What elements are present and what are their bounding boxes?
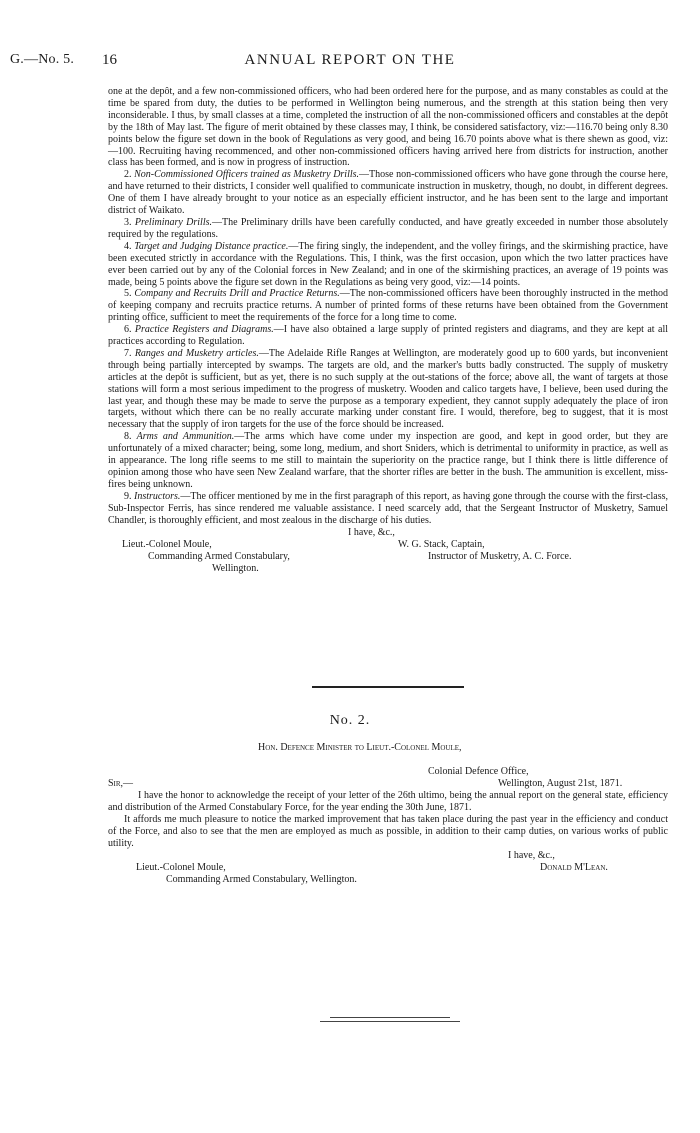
- paragraph-number: 8.: [124, 431, 132, 443]
- running-title: ANNUAL REPORT ON THE: [244, 52, 456, 68]
- signer-name: W. G. Stack, Captain,: [398, 538, 485, 550]
- paragraph-number: 7.: [124, 347, 132, 359]
- paragraph-number: 2.: [124, 169, 132, 181]
- paragraph-heading: Company and Recruits Drill and Practice Returns.: [134, 288, 340, 300]
- letter-paragraph: It affords me much pleasure to notice the marked improvement that has taken place during the past year in the efficiency and conduct of the Force, and also to see that the men are employed as much as possible, in addition to their camp duties, on various works of public utility.: [108, 814, 668, 849]
- report-paragraph: [108, 431, 668, 491]
- paragraph-number: 9.: [124, 490, 132, 502]
- paragraph-heading: Instructors.: [134, 490, 181, 502]
- paragraph-text: —The firing singly, the independent, and the volley firings, and the skirmishing practice, have been executed strictly in accordance with the Regulations. This, I think, was the first occasion, upon which the two latter practices have ever been carried out by any of the Colonial forces in New Zealand; and in one of the skirmishing practices, an average of 19 points was made, being 5 points above the figure set down in the Regulations as being very good, viz:—14 points.: [108, 240, 668, 288]
- document-reference: G.—No. 5.: [10, 52, 75, 67]
- paragraph-text: —The arms which have come under my inspection are good, and kept in good order, but they are unfortunately of a mixed character; being, some long, medium, and short Sniders, which is detrimental to uniformity in practice, as well as in appearance. The long rifle seems to me still to maintain the superiority on the practice range, but I think there is little difference of opinion among those who have seen New Zealand warfare, that the shorter rifles are better in the bush. The ammunition is excellent, miss-fires being unknown.: [108, 431, 668, 490]
- report-paragraph: one at the depôt, and a few non-commissioned officers, who had been ordered here for the purpose, and as many constables as could at the time be spared from duty, the duties to be performed in Wellington being numerous, and the strength at this station being then very inconsiderable. I thus, by small classes at a time, completed the instruction of all the non-commissioned officers and constables at the depôt by the 18th of May last. The figure of merit obtained by these classes may, I think, be considered satisfactory, viz:—116.70 being only 8.30 points below the figure set down in the book of Regulations as very good, and being 16.70 points above what is there shewn as good, viz:—100. Recruiting having recommenced, and other non-commissioned officers having arrived here from districts for instruction, another class has been formed, and is now in progress of instruction.: [108, 86, 668, 169]
- paragraph-text: —The officer mentioned by me in the first paragraph of this report, as having gone through the course with the first-class, Sub-Inspector Ferris, has since rendered me valuable assistance. I need scarcely add, that the Sergeant Instructor of Musketry, Samuel Chandler, is thoroughly efficient, and most zealous in the discharge of his duties.: [108, 490, 668, 526]
- report-paragraph: [108, 169, 668, 217]
- letter-closing: I have, &c.,: [508, 850, 555, 861]
- paragraph-heading: Ranges and Musketry articles.: [134, 347, 259, 359]
- letter-block: [108, 742, 668, 890]
- section-divider: [312, 686, 464, 688]
- running-header: [10, 52, 690, 74]
- addressee-title: Commanding Armed Constabulary,: [148, 550, 290, 562]
- addressee-name: Lieut.-Colonel Moule,: [122, 538, 212, 550]
- letter-office: Colonial Defence Office,: [428, 766, 529, 777]
- letter-addressee-name: Lieut.-Colonel Moule,: [136, 862, 226, 873]
- report-paragraph: [108, 288, 668, 324]
- letter-signer: Donald M'Lean.: [540, 862, 608, 873]
- letter-heading: Hon. Defence Minister to Lieut.-Colonel Moule,: [258, 742, 462, 753]
- paragraph-heading: Arms and Ammunition.: [136, 431, 235, 443]
- paragraph-number: 6.: [124, 324, 132, 336]
- report-signature-block: [108, 527, 668, 589]
- report-paragraph: [108, 324, 668, 348]
- report-paragraph: [108, 348, 668, 431]
- letter-salutation: Sir,—: [108, 778, 134, 789]
- paragraph-heading: Non-Commissioned Officers trained as Musketry Drills.: [134, 169, 360, 181]
- report-paragraph: [108, 491, 668, 527]
- letter-paragraph: I have the honor to acknowledge the receipt of your letter of the 26th ultimo, being the annual report on the general state, efficiency and distribution of the Armed Constabulary Force, for the year ending the 30th June, 1871.: [108, 790, 668, 813]
- report-body: [108, 86, 668, 589]
- paragraph-heading: Practice Registers and Diagrams.: [134, 324, 274, 336]
- paragraph-heading: Preliminary Drills.: [134, 216, 213, 228]
- paragraph-number: 4.: [124, 240, 132, 252]
- end-rule: [330, 1017, 450, 1018]
- report-paragraph: [108, 217, 668, 241]
- paragraph-text: —Those non-commissioned officers who have gone through the course here, and have returned to their districts, I consider well qualified to communicate instruction in musketry, though, no doubt, in different degrees. One of them I have already brought to your notice as an especially efficient instructor, and he has been sent to the large and important district of Waikato.: [108, 169, 669, 217]
- paragraph-number: 5.: [124, 288, 132, 300]
- section-number: No. 2.: [329, 713, 371, 728]
- addressee-place: Wellington.: [212, 562, 259, 574]
- paragraph-text: —The non-commissioned officers have been thoroughly instructed in the method of keeping company and recruits practice returns. A number of printed forms of these returns have been obtained from the Government printing office, sufficient to meet the requirements of the force for a long time to come.: [108, 288, 669, 324]
- paragraph-number: 3.: [124, 216, 132, 228]
- letter-addressee-title: Commanding Armed Constabulary, Wellington.: [166, 874, 357, 885]
- paragraph-text: —The Preliminary drills have been carefully conducted, and have greatly exceeded in number those absolutely required by the regulations.: [108, 216, 668, 240]
- end-rule: [320, 1021, 460, 1022]
- paragraph-heading: Target and Judging Distance practice.: [134, 240, 289, 252]
- paragraph-text: —The Adelaide Rifle Ranges at Wellington, are moderately good up to 600 yards, but inconvenient through being partially intercepted by swamps. The targets are old, and the marker's butts badly constructed. The supply of musketry articles at the depôt is sufficient, but as yet, there is no such supply at the out-stations of the force; above all, the want of targets at those stations will form a most serious impediment to the progress of musketry. Wooden and calico targets have, I believe, been used during the last year, and though these may be made to serve the purpose as a temporary expedient, they cannot supply adequately the place of iron targets, without which there can be no really accurate marking under constant fire. I would, therefore, beg to suggest, that it is most necessary that the supply of iron targets for the use of the force should be increased.: [108, 347, 669, 431]
- letter-dateline: Wellington, August 21st, 1871.: [498, 778, 623, 789]
- report-paragraph: [108, 241, 668, 289]
- signer-title: Instructor of Musketry, A. C. Force.: [428, 550, 572, 562]
- page-number: 16: [102, 52, 117, 68]
- paragraph-text: —I have also obtained a large supply of printed registers and diagrams, and they are kept at all practices according to Regulation.: [108, 324, 668, 348]
- closing-formula: I have, &c.,: [348, 526, 395, 538]
